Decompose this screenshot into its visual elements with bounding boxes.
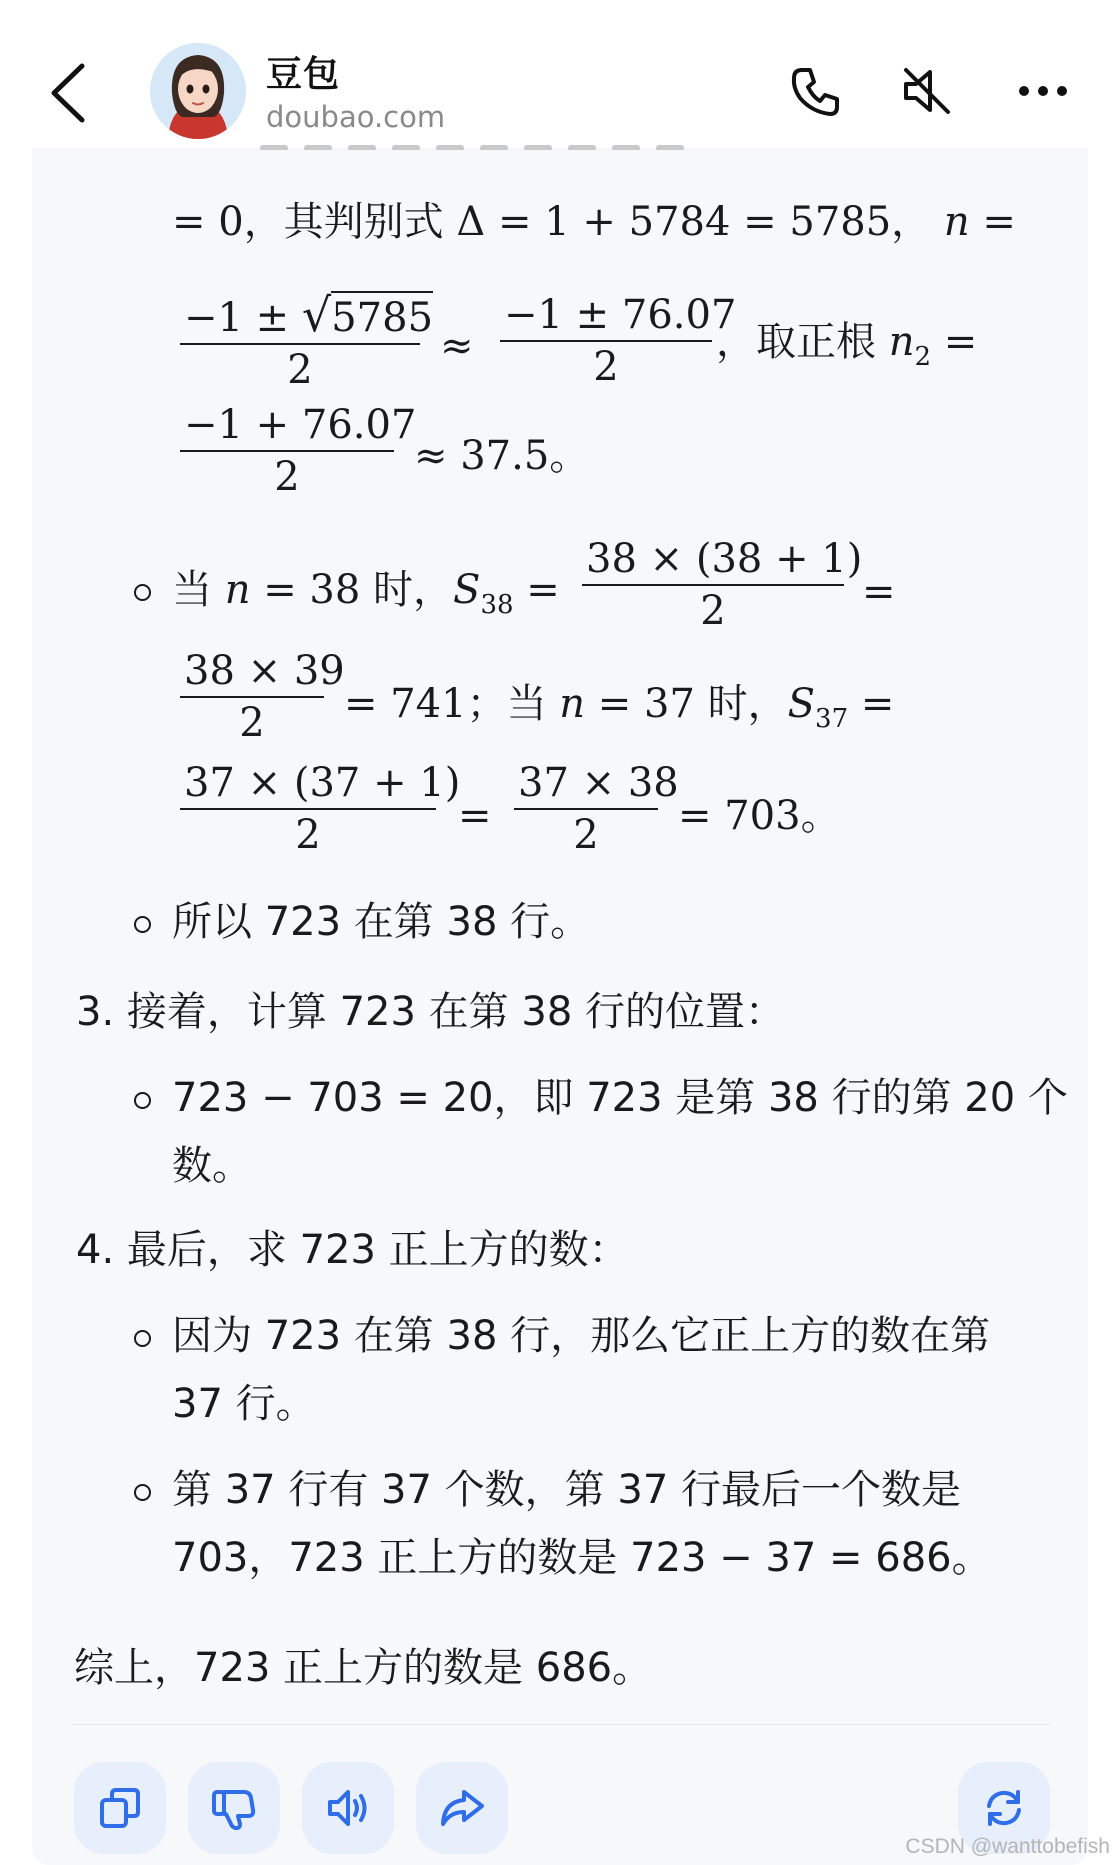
share-icon (438, 1784, 486, 1832)
bot-domain: doubao.com (266, 100, 446, 134)
fraction-38x39: 38 × 39 2 (180, 646, 324, 748)
answer-line-1: 第 37 行有 37 个数，第 37 行最后一个数是 (172, 1467, 961, 1513)
speaker-icon (324, 1784, 372, 1832)
discriminant-line: = 0，其判别式 Δ = 1 + 5784 = 5785， n = (172, 199, 1016, 245)
fraction-root-formula: −1 ± √5785 2 (180, 290, 420, 395)
bullet-marker (134, 1092, 151, 1109)
divider (72, 1724, 1050, 1725)
positive-root-label: ，取正根 $n_2$ = (716, 319, 978, 372)
fraction-approx-root: −1 ± 76.07 2 (500, 290, 712, 392)
copy-button[interactable] (74, 1762, 166, 1854)
summary: 综上，723 正上方的数是 686。 (74, 1645, 653, 1691)
copy-icon (96, 1784, 144, 1832)
bullet-marker (134, 916, 151, 933)
above-row-line-1: 因为 723 在第 38 行，那么它正上方的数在第 (172, 1313, 991, 1359)
phone-icon[interactable] (784, 60, 846, 122)
mute-icon[interactable] (896, 60, 958, 122)
step-4: 4. 最后，求 723 正上方的数： (76, 1227, 629, 1273)
bullet-marker (134, 1484, 151, 1501)
read-aloud-button[interactable] (302, 1762, 394, 1854)
cropped-text-line (260, 138, 720, 150)
bot-name: 豆包 (266, 54, 341, 95)
fraction-s37: 37 × (37 + 1) 2 (180, 758, 436, 860)
equals-sign: = (862, 569, 896, 615)
s37-line: = 741；当 n = 37 时，$S_{37}$ = (344, 681, 895, 734)
step-3: 3. 接着，计算 723 在第 38 行的位置： (76, 989, 785, 1035)
position-line-2: 数。 (172, 1143, 252, 1189)
bullet-marker (134, 1330, 151, 1347)
dislike-button[interactable] (188, 1762, 280, 1854)
approx-result: ≈ 37.5。 (414, 433, 590, 479)
chat-header (0, 0, 1120, 148)
back-icon[interactable] (44, 58, 94, 128)
s37-result: = 703。 (678, 793, 841, 839)
bot-avatar[interactable] (150, 43, 246, 139)
regenerate-icon (980, 1784, 1028, 1832)
bullet-marker (134, 584, 151, 601)
watermark: CSDN @wanttobefish (905, 1835, 1110, 1858)
more-icon[interactable] (1012, 60, 1074, 122)
answer-line-2: 703，723 正上方的数是 723 − 37 = 686。 (172, 1535, 992, 1581)
share-button[interactable] (416, 1762, 508, 1854)
approx-sign: ≈ (440, 323, 474, 369)
dislike-icon (210, 1784, 258, 1832)
above-row-line-2: 37 行。 (172, 1381, 316, 1427)
s38-line: 当 n = 38 时，$S_{38}$ = (172, 567, 560, 620)
row-conclusion: 所以 723 在第 38 行。 (172, 899, 591, 945)
fraction-positive-root: −1 + 76.07 2 (180, 400, 394, 502)
fraction-37x38: 37 × 38 2 (514, 758, 658, 860)
equals-sign: = (458, 793, 492, 839)
fraction-s38: 38 × (38 + 1) 2 (582, 534, 844, 636)
position-line-1: 723 − 703 = 20，即 723 是第 38 行的第 20 个 (172, 1075, 1068, 1121)
